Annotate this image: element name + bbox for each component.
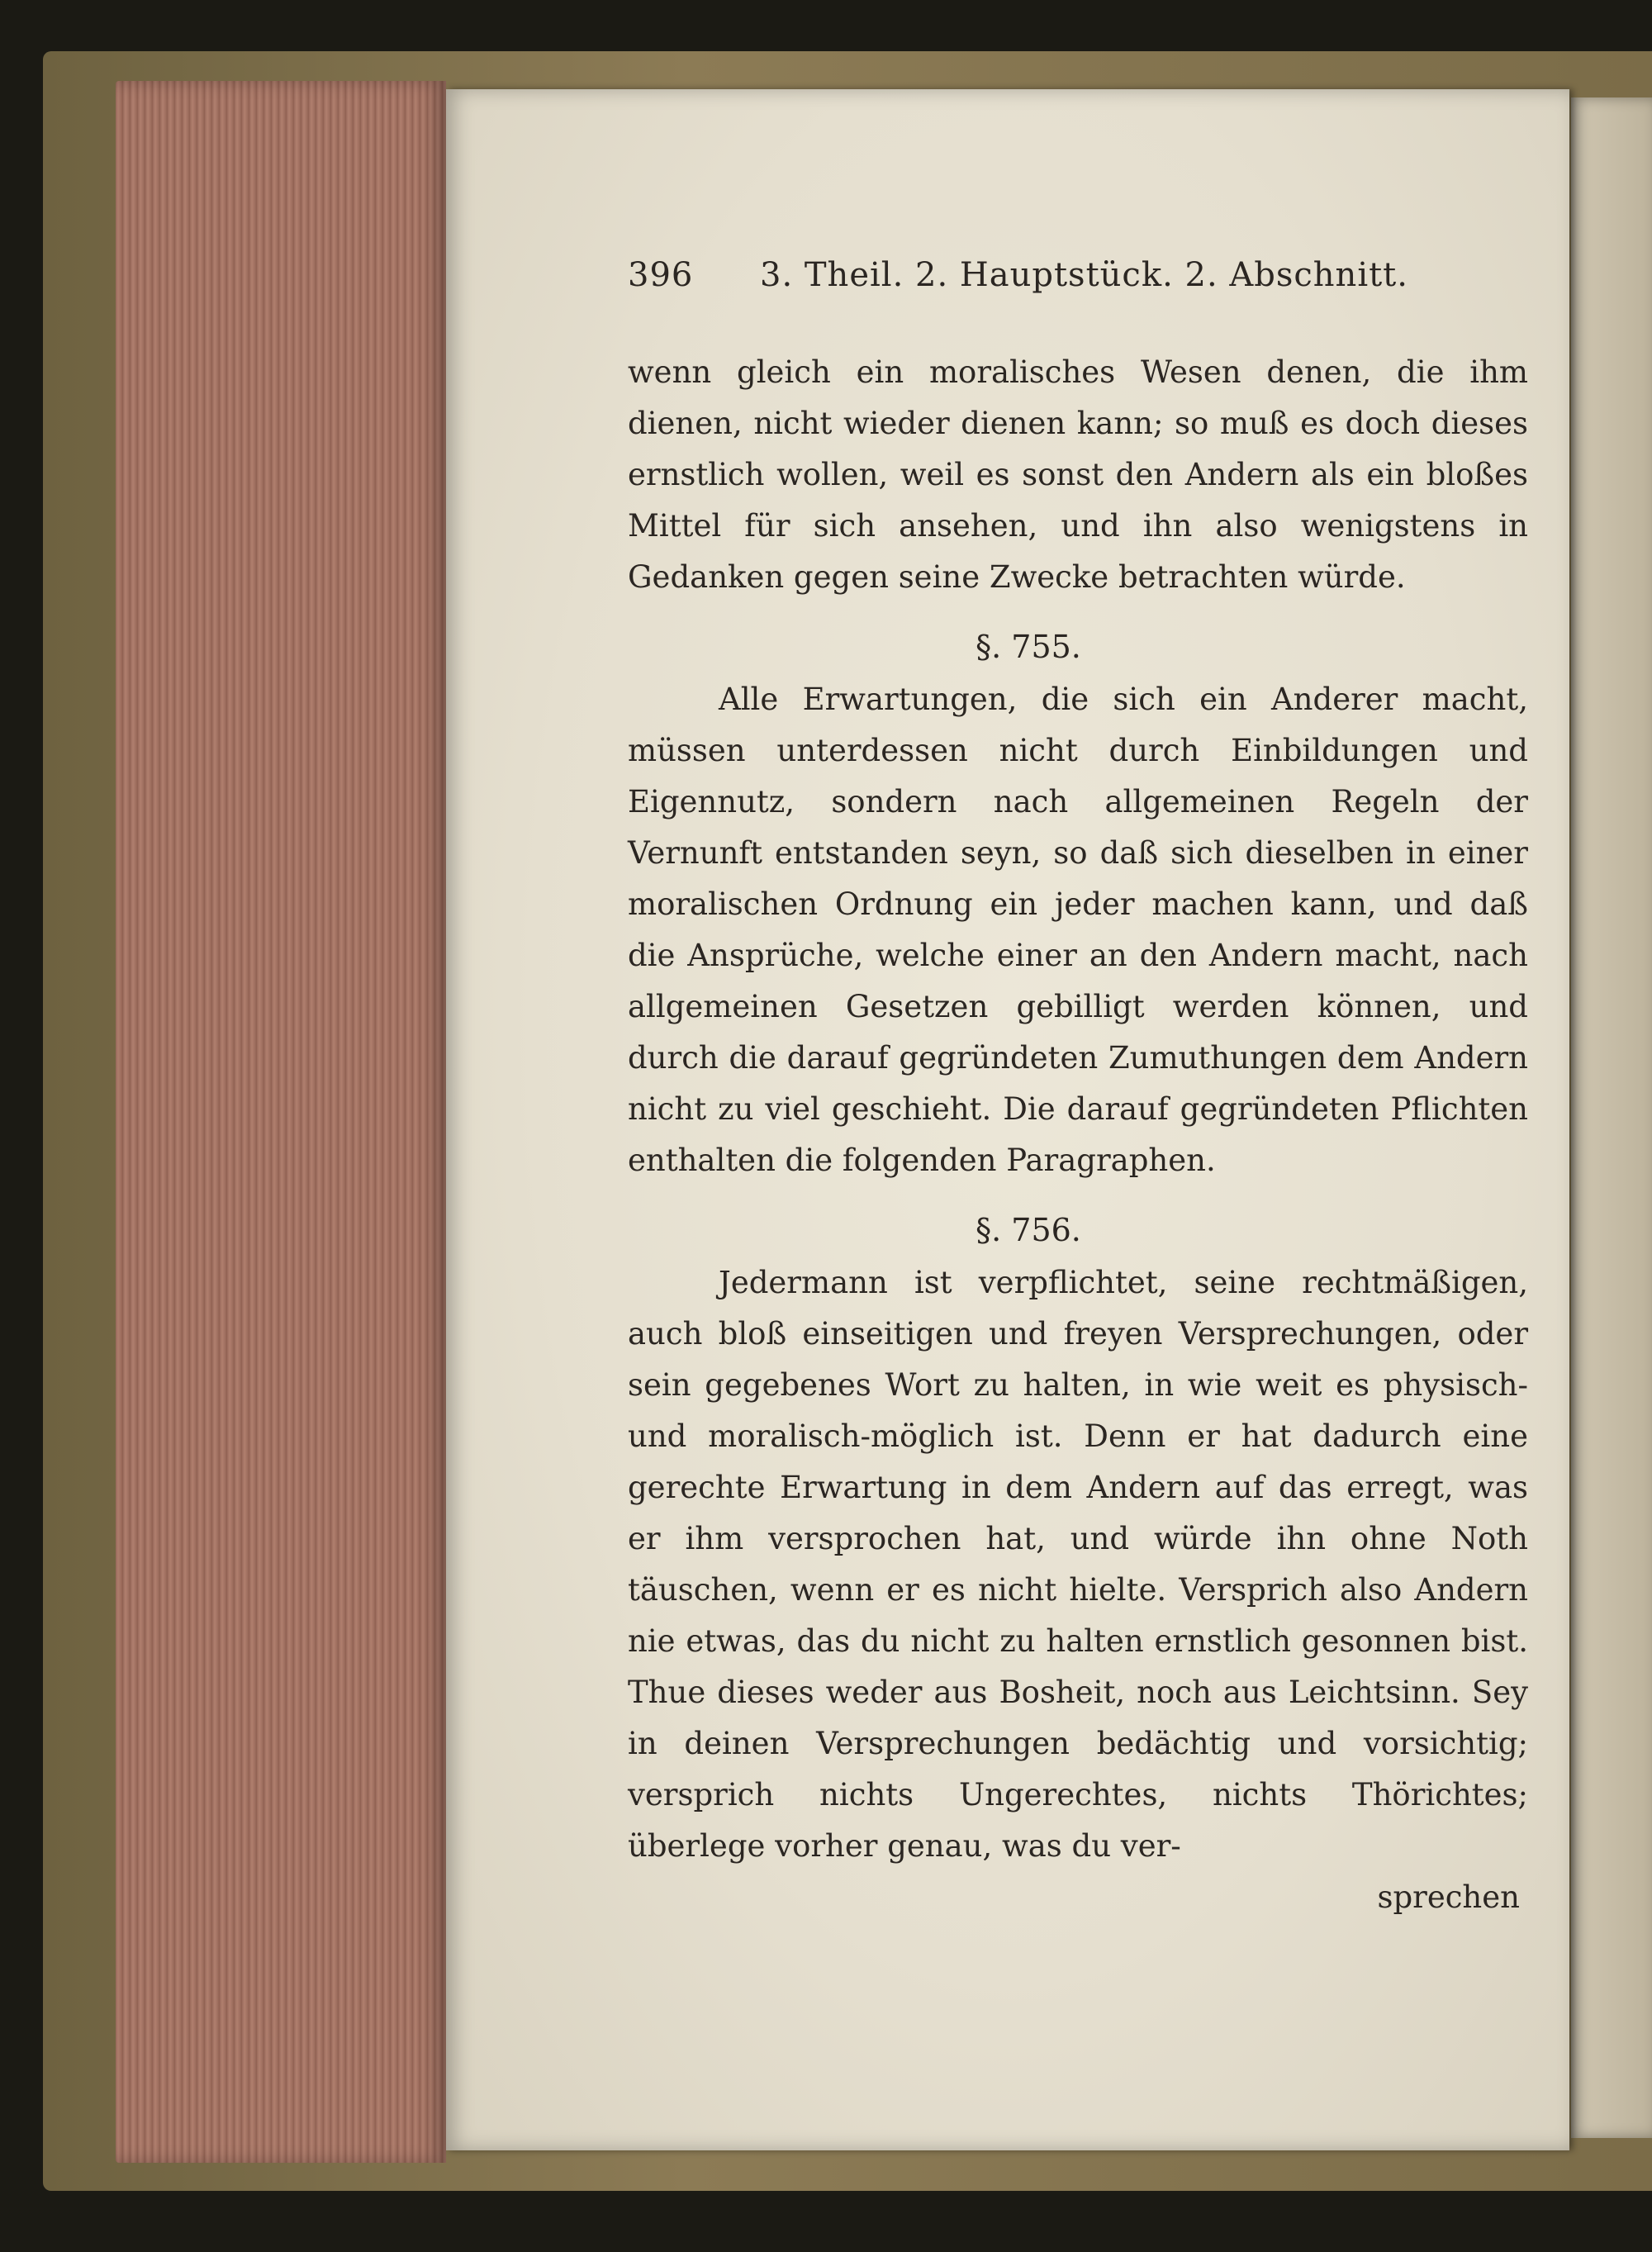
catchword: sprechen	[1377, 1879, 1520, 1915]
continuation-paragraph: wenn gleich ein moralisches Wesen denen, die ihm dienen, nicht wieder dienen kann; so muß es doch dieses ernstlich wollen, weil es sonst den Andern als ein bloßes Mittel für sich ansehen, und ihn also wenigstens in Gedanken gegen seine Zwecke betrachten würde.	[628, 354, 1528, 595]
section-756-heading: §. 756.	[976, 1212, 1081, 1248]
page-number: 396	[628, 256, 694, 294]
section-756-paragraph: Jedermann ist verpflichtet, seine rechtmäßigen, auch bloß einseitigen und freyen Versprechungen, oder sein gegebenes Wort zu halten, in wie weit es physisch- und moralisch-möglich ist. Denn er hat dadurch eine gerechte Erwartung in dem Andern auf das erregt, was er ihm versprochen hat, und würde ihn ohne Noth täuschen, wenn er es nicht hielte. Versprich also Andern nie etwas, das du nicht zu halten ernstlich gesonnen bist. Thue dieses weder aus Bosheit, noch aus Leichtsinn. Sey in deinen Versprechungen bedächtig und vorsichtig; versprich nichts Ungerechtes, nichts Thörichtes; überlege vorher genau, was du ver-	[628, 1265, 1528, 1864]
page-block-edge	[116, 81, 446, 2163]
page-header	[628, 248, 1503, 309]
section-755-paragraph: Alle Erwartungen, die sich ein Anderer macht, müssen unterdessen nicht durch Einbildungen und Eigennutz, sondern nach allgemeinen Regeln der Vernunft entstanden seyn, so daß sich dieselben in einer moralischen Ordnung ein jeder machen kann, und daß die Ansprüche, welche einer an den Andern macht, nach allgemeinen Gesetzen gebilligt werden können, und durch die darauf gegründeten Zumuthungen dem Andern nicht zu viel geschieht. Die darauf gegründeten Pflichten enthalten die folgenden Paragraphen.	[628, 682, 1528, 1178]
body-text	[628, 347, 1528, 1923]
facing-page-edge	[1571, 97, 1652, 2138]
section-755-heading: §. 755.	[976, 629, 1081, 665]
running-head: 3. Theil. 2. Hauptstück. 2. Abschnitt.	[760, 256, 1408, 294]
